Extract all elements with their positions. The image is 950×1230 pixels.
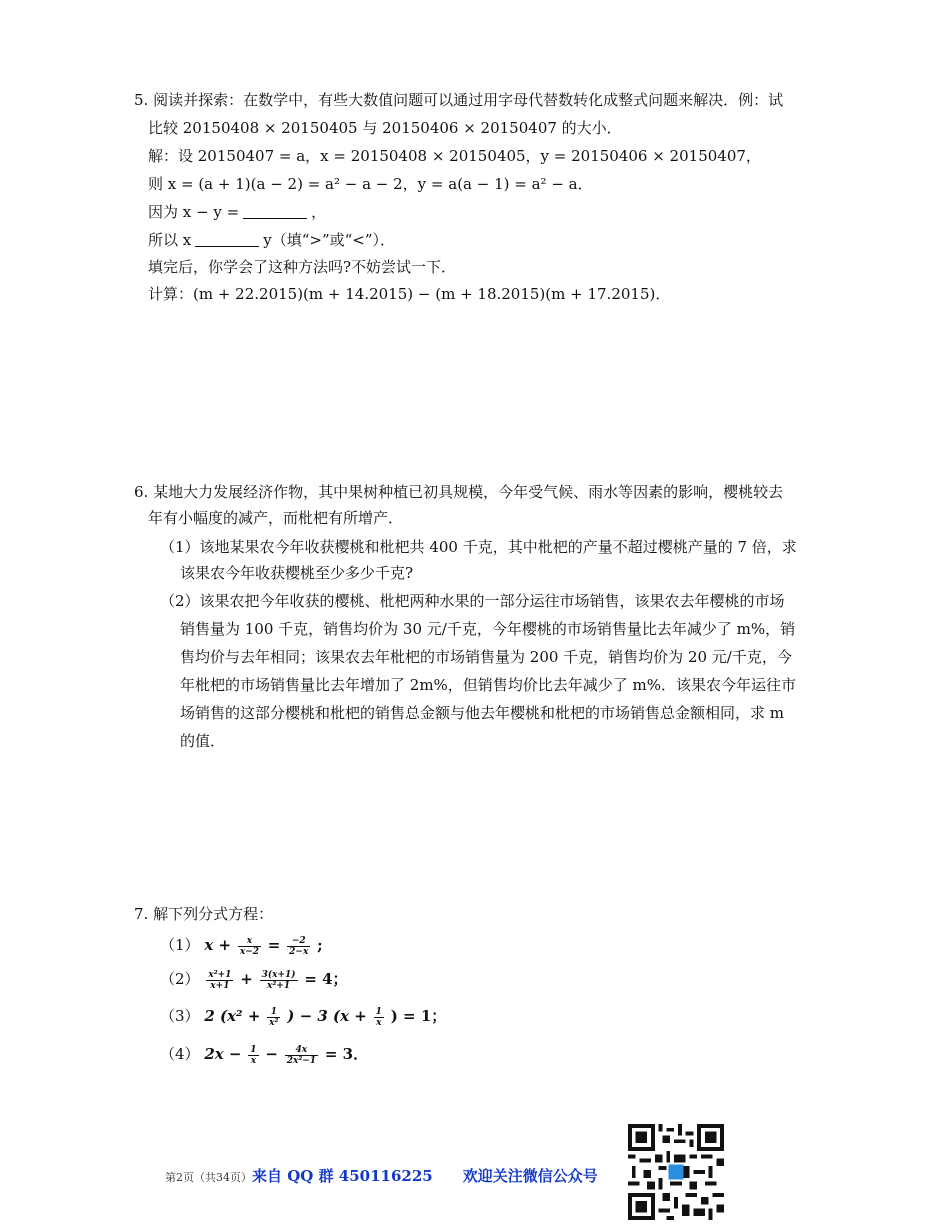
fraction-denominator: x: [376, 1017, 382, 1028]
answer-blank-2: [195, 232, 259, 247]
answer-blank-1: [243, 204, 307, 219]
q5-line-5-post: ，: [311, 203, 327, 221]
fraction-denominator: x²: [269, 1017, 279, 1028]
fraction-numerator: 4x: [285, 1045, 318, 1056]
equation-1-equals: =: [267, 936, 281, 954]
equation-3-term-a: 2 (x² +: [204, 1007, 261, 1025]
equation-4-fraction-1: [248, 1045, 258, 1066]
equation-2: [160, 966, 348, 992]
q5-line-6: [148, 230, 395, 250]
equation-3-term-b: ) − 3 (x +: [287, 1007, 367, 1025]
q6-part2-line-2: 销售量为 100 千克，销售均价为 30 元/千克，今年樱桃的市场销售量比去年减少了 m%，销: [180, 620, 796, 638]
q6-line-2: 年有小幅度的减产，而枇杷有所增产．: [148, 509, 404, 527]
equation-3-end: ) = 1；: [390, 1007, 447, 1025]
equation-4-minus: −: [265, 1045, 278, 1063]
equation-2-end: = 4；: [304, 970, 348, 988]
fraction-numerator: 1: [267, 1007, 280, 1018]
equation-1-fraction-1: [238, 936, 261, 957]
fraction-denominator: x+1: [210, 980, 230, 991]
equation-2-label: （2）: [160, 970, 200, 988]
fraction-numerator: 3(x+1): [261, 969, 296, 980]
q5-line-1: 5. 阅读并探索：在数学中，有些大数值问题可以通过用字母代替数转化成整式问题来解决．例：试: [134, 91, 784, 109]
fraction-denominator: 2−x: [289, 946, 309, 957]
fraction-denominator: x−2: [239, 946, 260, 957]
fraction-numerator: −2: [287, 936, 310, 947]
q6-part2-line-1: （2）该果农把今年收获的樱桃、枇杷两种水果的一部分运往市场销售，该果农去年樱桃的市场: [160, 592, 785, 610]
fraction-numerator: 1: [375, 1006, 382, 1017]
q6-part2-line-5: 场销售的这部分樱桃和枇杷的销售总金额与他去年樱桃和枇杷的市场销售总金额相同，求 m: [180, 704, 784, 722]
equation-1-fraction-2: [287, 936, 310, 957]
q6-line-1: 6. 某地大力发展经济作物，其中果树种植已初具规模，今年受气候、雨水等因素的影响，樱桃较去: [134, 483, 784, 501]
equation-1-end: ;: [317, 936, 323, 954]
q5-line-6-pre: 所以 x: [148, 231, 192, 249]
fraction-numerator: x²+1: [208, 969, 232, 980]
q5-line-3: 解：设 20150407 = a，x = 20150408 × 20150405，y = 20150406 × 20150407，: [148, 147, 761, 165]
q6-part1-line-2: 该果农今年收获樱桃至少多少千克?: [180, 564, 414, 582]
fraction-denominator: 2x²−1: [286, 1055, 317, 1066]
q7-title: 7. 解下列分式方程：: [134, 905, 274, 923]
q6-part2-line-6: 的值．: [180, 732, 226, 750]
q5-line-8: 计算：(m + 22.2015)(m + 14.2015) − (m + 18.2015)(m + 17.2015)．: [148, 285, 671, 303]
q5-line-2: 比较 20150408 × 20150405 与 20150406 × 20150407 的大小．: [148, 119, 622, 137]
fraction-numerator: 1: [250, 1044, 257, 1055]
equation-1: [160, 932, 323, 958]
equation-3-label: （3）: [160, 1007, 200, 1025]
q5-line-5-pre: 因为 x − y =: [148, 203, 240, 221]
equation-2-fraction-2: [260, 970, 298, 991]
equation-4-end: = 3．: [324, 1045, 369, 1063]
equation-3-fraction-1: [267, 1007, 280, 1028]
fraction-numerator: x: [238, 936, 261, 947]
fraction-denominator: x: [250, 1055, 257, 1066]
equation-1-term-a: x +: [204, 936, 232, 954]
equation-4-fraction-2: [285, 1045, 318, 1066]
q6-part1-line-1: （1）该地某果农今年收获樱桃和枇杷共 400 千克，其中枇杷的产量不超过樱桃产量的 7 倍，求: [160, 538, 797, 556]
equation-4: [160, 1041, 368, 1067]
page-number: 第2页（共34页）: [165, 1171, 252, 1184]
q5-line-4: 则 x = (a + 1)(a − 2) = a² − a − 2，y = a(a − 1) = a² − a．: [148, 175, 593, 193]
equation-3: [160, 1003, 446, 1029]
q5-line-7: 填完后，你学会了这种方法吗?不妨尝试一下．: [148, 258, 457, 276]
equation-3-fraction-2: [374, 1007, 384, 1028]
q6-part2-line-3: 售均价与去年相同；该果农去年枇杷的市场销售量为 200 千克，销售均价为 20 元/千克，今: [180, 648, 792, 666]
footer-brand: 来自 QQ 群 450116225 欢迎关注微信公众号: [252, 1167, 598, 1185]
qr-code-icon: [628, 1124, 724, 1220]
equation-2-fraction-1: [206, 970, 233, 991]
q5-line-6-post: y（填“>”或“<”）．: [263, 231, 396, 249]
q5-line-5: [148, 202, 326, 222]
equation-2-plus: +: [240, 970, 253, 988]
equation-1-label: （1）: [160, 936, 200, 954]
equation-4-label: （4）: [160, 1045, 200, 1063]
q6-part2-line-4: 年枇杷的市场销售量比去年增加了 2m%，但销售均价比去年减少了 m%．该果农今年运往市: [180, 676, 797, 694]
equation-4-term-a: 2x −: [204, 1045, 242, 1063]
page-footer: [165, 1165, 598, 1186]
fraction-denominator: x²+1: [267, 980, 291, 991]
